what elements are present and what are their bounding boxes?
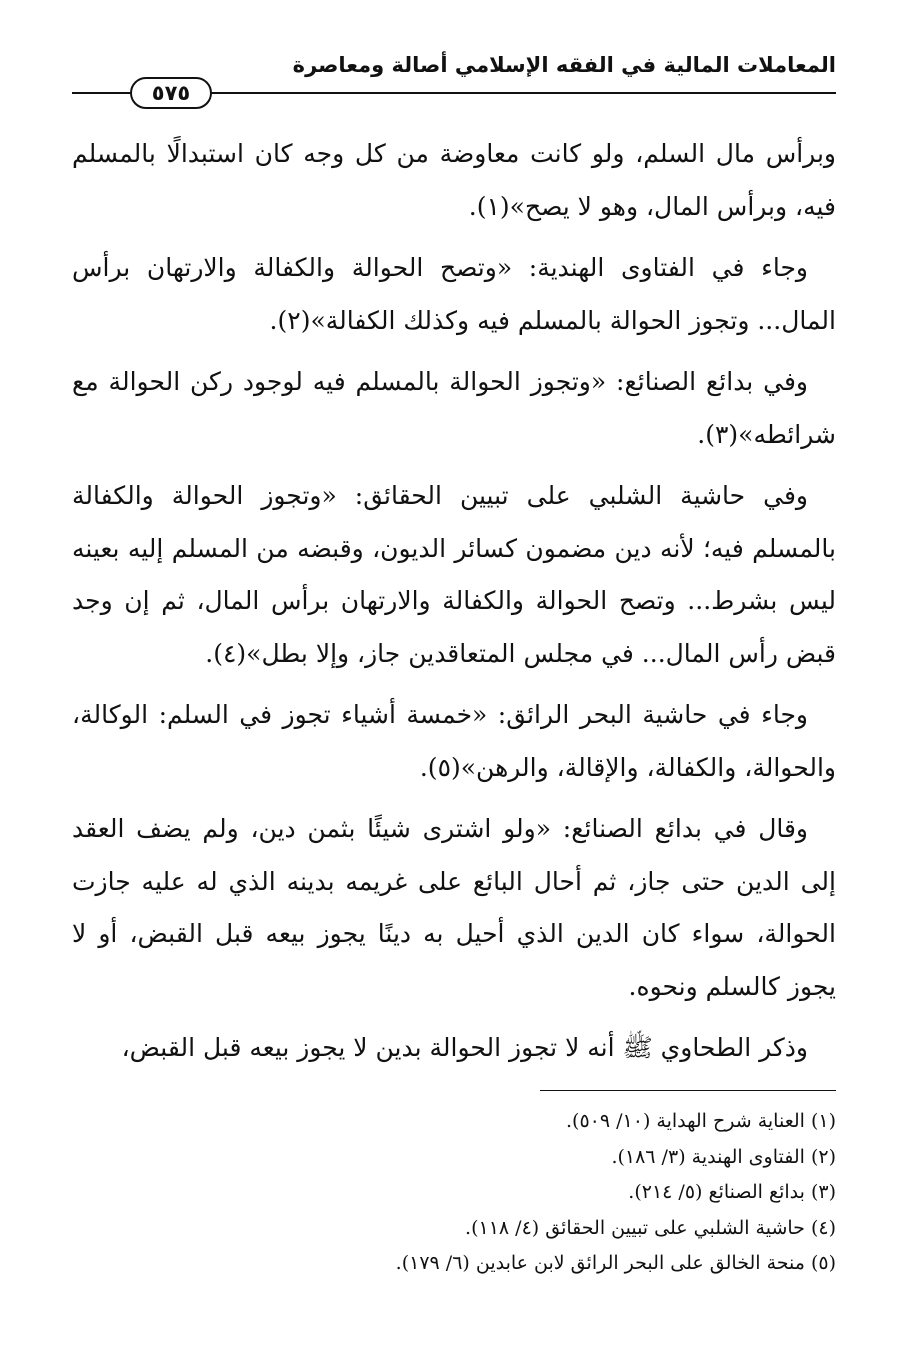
footnote-text: حاشية الشلبي على تبيين الحقائق (٤/ ١١٨). [465, 1216, 805, 1239]
footnote-mark: (٥) [810, 1252, 836, 1274]
footnote-item [72, 1140, 836, 1176]
footnote-mark: (٢) [810, 1145, 836, 1168]
footnote-item [72, 1211, 836, 1247]
paragraph: وفي بدائع الصنائع: «وتجوز الحوالة بالمسلم فيه لوجود ركن الحوالة مع شرائطه»(٣). [72, 367, 836, 449]
paragraph: وجاء في الفتاوى الهندية: «وتصح الحوالة والكفالة والارتهان برأس المال... وتجوز الحوالة بالمسلم فيه وكذلك الكفالة»(٢). [72, 253, 836, 335]
running-header-title: المعاملات المالية في الفقه الإسلامي أصالة ومعاصرة [292, 53, 836, 77]
footnote-item [72, 1175, 836, 1211]
footnote-separator [540, 1090, 836, 1091]
paragraph: وجاء في حاشية البحر الرائق: «خمسة أشياء تجوز في السلم: الوكالة، والحوالة، والكفالة، والإقالة، والرهن»(٥). [72, 700, 836, 782]
footnote-mark: (١) [810, 1110, 836, 1132]
paragraph: وذكر الطحاوي ﷺ أنه لا تجوز الحوالة بدين لا يجوز بيعه قبل القبض، [121, 1033, 808, 1062]
paragraph: وقال في بدائع الصنائع: «ولو اشترى شيئًا بثمن دين، ولم يضف العقد إلى الدين حتى جاز، ثم أحال البائع على غريمه بدينه الذي له عليه جازت الحوالة، سواء كان الدين الذي أحيل به دينًا يجوز بيعه قبل القبض، أو لا يجوز كالسلم ونحوه. [72, 814, 836, 1001]
footnote-text: العناية شرح الهداية (١٠/ ٥٠٩). [566, 1110, 805, 1132]
paragraph: وبرأس مال السلم، ولو كانت معاوضة من كل وجه كان استبدالًا بالمسلم فيه، وبرأس المال، وهو لا يصح»(١). [72, 139, 836, 221]
page-number: ٥٧٥ [130, 77, 212, 109]
footnote-text: الفتاوى الهندية (٣/ ١٨٦). [611, 1145, 805, 1168]
footnote-item [72, 1246, 836, 1282]
footnote-mark: (٤) [810, 1216, 836, 1239]
footnotes [72, 1104, 836, 1282]
footnote-text: بدائع الصنائع (٥/ ٢١٤). [628, 1181, 805, 1203]
paragraph: وفي حاشية الشلبي على تبيين الحقائق: «وتجوز الحوالة والكفالة بالمسلم فيه؛ لأنه دين مضمون كسائر الديون، وقبضه من المسلم إليه بعينه ليس بشرط... وتصح الحوالة والكفالة والارتهان برأس المال، ثم إن وجد قبض رأس المال... في مجلس المتعاقدين جاز، وإلا بطل»(٤). [72, 481, 836, 668]
footnote-mark: (٣) [810, 1181, 836, 1203]
footnote-item [72, 1104, 836, 1140]
main-text [72, 128, 836, 1084]
footnote-text: منحة الخالق على البحر الرائق لابن عابدين (٦/ ١٧٩). [395, 1252, 805, 1274]
